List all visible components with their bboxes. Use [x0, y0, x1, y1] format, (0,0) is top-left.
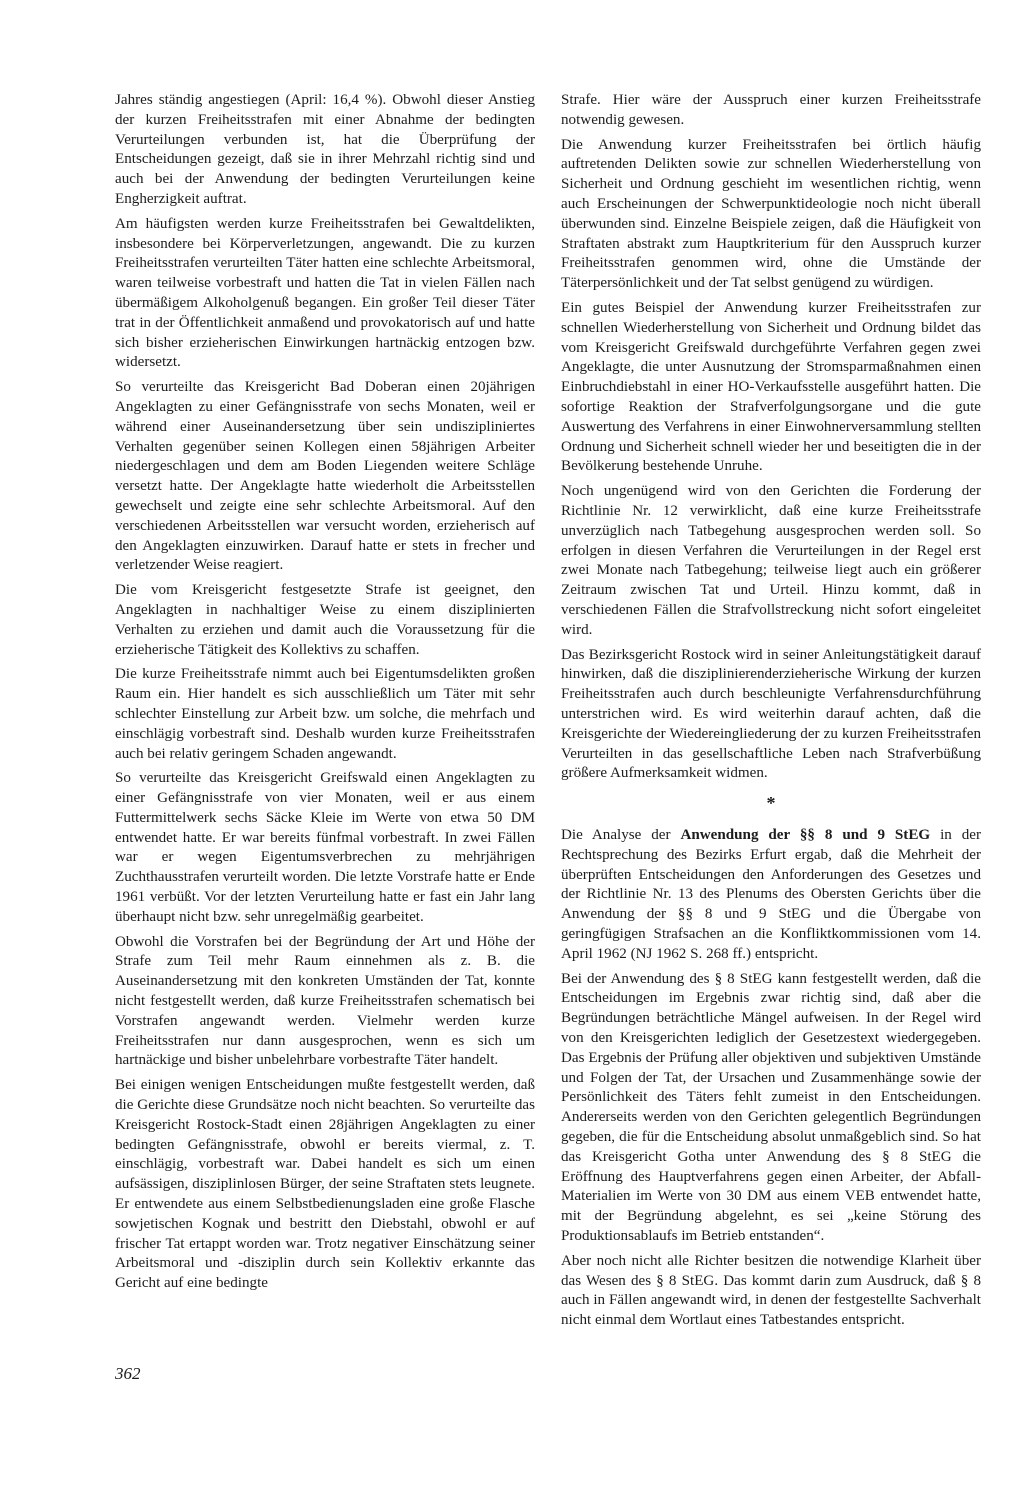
analysis-prefix: Die Analyse der — [561, 827, 681, 844]
paragraph: Obwohl die Vorstrafen bei der Begründung der Art und Höhe der Strafe zum Teil mehr Raum einnehmen als z. B. die Auseinandersetzung mit den konkreten Umständen der Tat, konnte nicht festgestellt werden, daß kurze Freiheitsstrafen schematisch bei Vorstrafen angewandt werden. Vielmehr werden kurze Freiheitsstrafen nur dann ausgesprochen, wenn es sich um hartnäckige und bisher unbelehrbare vorbestrafte Täter handelt. — [115, 933, 535, 1069]
paragraph: So verurteilte das Kreisgericht Greifswald einen Angeklagten zu einer Gefängnisstrafe von vier Monaten, weil er aus einem Futtermittelwerk sechs Säcke Kleie im Werte von etwa 50 DM entwendet hatte. Er war bereits fünfmal vorbestraft. In zwei Fällen war er wegen Eigentumsverbrechen zu mehrjährigen Zuchthausstrafen verurteilt worden. Die letzte Vorstrafe hatte er Ende 1961 verbüßt. Vor der letzten Verurteilung hatte er fast ein Jahr lang überhaupt nicht bzw. sehr unregelmäßig gearbeitet. — [115, 770, 535, 925]
section-separator: * — [766, 793, 776, 814]
paragraph: Jahres ständig angestiegen (April: 16,4 %). Obwohl dieser Anstieg der kurzen Freiheitsstrafen mit einer Abnahme der bedingten Verurteilungen verbunden ist, hat die Überprüfung der Entscheidungen gezeigt, daß sie in ihrer Mehrzahl richtig sind und auch bei der Anwendung der bedingten Verurteilungen keine Engherzigkeit auftrat. — [115, 92, 535, 207]
page-number: 362 — [115, 1364, 141, 1383]
paragraph: Am häufigsten werden kurze Freiheitsstrafen bei Gewaltdelikten, insbesondere bei Körperverletzungen, angewandt. Die zu kurzen Freiheitsstrafen verurteilten Täter hatten eine schlechte Arbeitsmoral, waren teilweise vorbestraft und hatten die Tat in vielen Fällen nach übermäßigem Alkoholgenuß begangen. Ein großer Teil dieser Täter trat in der Öffentlichkeit anmaßend und provokatorisch auf und hatte sich bisher erzieherischen Einwirkungen hartnäckig entzogen bzw. widersetzt. — [115, 215, 535, 371]
analysis-bold-heading: Anwendung der §§ 8 und 9 StEG — [680, 827, 931, 844]
right-column — [561, 91, 981, 1336]
paragraph: Die Anwendung kurzer Freiheitsstrafen bei örtlich häufig auftretenden Delikten sowie zur schnellen Wiederherstellung von Sicherheit und Ordnung geschieht im wesentlichen richtig, wenn auch Erscheinungen der Schwerpunktideologie noch nicht überall überwunden sind. Einzelne Beispiele zeigen, daß die Häufigkeit von Straftaten abstrakt zum Hauptkriterium für den Ausspruch kurzer Freiheitsstrafen genommen wird, ohne die Umstände der Täterpersönlichkeit und der Tat selbst genügend zu würdigen. — [561, 136, 981, 292]
paragraph: Strafe. Hier wäre der Ausspruch einer kurzen Freiheitsstrafe notwendig gewesen. — [561, 92, 981, 128]
paragraph: Die kurze Freiheitsstrafe nimmt auch bei Eigentumsdelikten großen Raum ein. Hier handelt es sich ausschließlich um Täter mit sehr schlechter Einstellung zur Arbeit bzw. um solche, die mehrfach und einschlägig vorbestraft sind. Deshalb wurden kurze Freiheitsstrafen auch bei relativ geringem Schaden angewandt. — [115, 666, 535, 762]
paragraph: Das Bezirksgericht Rostock wird in seiner Anleitungstätigkeit darauf hinwirken, daß die disziplinierenderzieherische Wirkung der kurzen Freiheitsstrafen auch durch beschleunigte Verfahrensdurchführung unterstrichen wird. Es wird weiterhin darauf achten, daß die Kreisgerichte der Wiedereingliederung der zu kurzen Freiheitsstrafen Verurteilten in das gesellschaftliche Leben nach Strafverbüßung größere Aufmerksamkeit widmen. — [561, 646, 981, 782]
paragraph: Die vom Kreisgericht festgesetzte Strafe ist geeignet, den Angeklagten in nachhaltiger Weise zu einem disziplinierten Verhalten zu erziehen und damit auch die Voraussetzung für die erzieherische Tätigkeit des Kollektivs zu schaffen. — [115, 582, 535, 658]
paragraph: Aber noch nicht alle Richter besitzen die notwendige Klarheit über das Wesen des § 8 StEG. Das kommt darin zum Ausdruck, daß § 8 auch in Fällen angewandt wird, in denen der festgestellte Sachverhalt nicht einmal dem Wortlaut eines Tatbestandes entspricht. — [561, 1252, 981, 1329]
paragraph: Ein gutes Beispiel der Anwendung kurzer Freiheitsstrafen zur schnellen Wiederherstellung von Sicherheit und Ordnung bildet das vom Kreisgericht Greifswald durchgeführte Verfahren gegen zwei Angeklagte, die unter Ausnutzung der Stromsparmaßnahmen einen Einbruchdiebstahl in einer HO-Verkaufsstelle ausgeführt hatten. Die sofortige Reaktion der Strafverfolgungsorgane und die gute Auswertung des Verfahrens in einer Einwohnerversammlung stellten Ordnung und Sicherheit schnell wieder her und beseitigten die in der Bevölkerung bestehende Unruhe. — [561, 299, 981, 475]
paragraph: Noch ungenügend wird von den Gerichten die Forderung der Richtlinie Nr. 12 verwirklicht, daß eine kurze Freiheitsstrafe unverzüglich nach Tatbegehung ausgesprochen werden soll. So erfolgen in diesen Verfahren die Verurteilungen in der Regel erst zwei Monate nach Tatbegehung; teilweise liegt auch ein größerer Zeitraum zwischen Tat und Urteil. Hinzu kommt, daß in verschiedenen Fällen die Strafvollstreckung nicht sofort eingeleitet wird. — [561, 483, 981, 638]
analysis-suffix: in der Rechtsprechung des Bezirks Erfurt ergab, daß die Mehrheit der überprüften Entscheidungen den Anforderungen des Gesetzes und der Richtlinie Nr. 13 des Plenums des Obersten Gerichts über die Anwendung der §§ 8 und 9 StEG und die Übergabe von geringfügigen Strafsachen an die Konfliktkommissionen vom 14. April 1962 (NJ 1962 S. 268 ff.) entspricht. — [561, 827, 982, 962]
paragraph: So verurteilte das Kreisgericht Bad Doberan einen 20jährigen Angeklagten zu einer Gefängnisstrafe von sechs Monaten, weil er während einer Auseinandersetzung über sein undiszipliniertes Verhalten gegenüber seinen Kollegen einen 58jährigen Arbeiter niedergeschlagen und dem am Boden Liegenden weitere Schläge versetzt hatte. Der Angeklagte hatte wiederholt die Arbeitsstellen gewechselt und zeigte eine sehr schlechte Arbeitsmoral. Auf den verschiedenen Arbeitsstellen war versucht worden, erzieherisch auf den Angeklagten einzuwirken. Darauf hatte er stets in frecher und verletzender Weise reagiert. — [115, 379, 535, 574]
analysis-paragraph — [561, 826, 981, 965]
paragraph: Bei einigen wenigen Entscheidungen mußte festgestellt werden, daß die Gerichte diese Grundsätze noch nicht beachten. So verurteilte das Kreisgericht Rostock-Stadt einen 28jährigen Angeklagten zu einer bedingten Gefängnisstrafe, obwohl er bereits viermal, z. T. einschlägig, vorbestraft war. Dabei handelt es sich um einen aufsässigen, disziplinlosen Bürger, der seine Straftaten stets leugnete. Er entwendete aus einem Selbstbedienungsladen eine große Flasche sowjetischen Kognak und bestritt den Diebstahl, obwohl er auf frischer Tat ertappt worden war. Trotz negativer Einschätzung seiner Arbeitsmoral und -disziplin durch sein Kollektiv erkannte das Gericht auf eine bedingte — [115, 1077, 535, 1292]
paragraph: Bei der Anwendung des § 8 StEG kann festgestellt werden, daß die Entscheidungen im Ergebnis zwar richtig sind, daß aber die Begründungen beträchtliche Mängel aufweisen. In der Regel wird von den Kreisgerichten lediglich der Gesetzestext wiedergegeben. Das Ergebnis der Prüfung aller objektiven und subjektiven Umstände und Folgen der Tat, der Ursachen und Zusammenhänge sowie der Persönlichkeit des Täters fehlt zumeist in den Entscheidungen. Andererseits werden von den Gerichten gelegentlich Begründungen gegeben, die für die Entscheidung absolut unmaßgeblich sind. So hat das Kreisgericht Gotha unter Anwendung des § 8 StEG die Eröffnung des Hauptverfahrens gegen einen Arbeiter, der Abfall-Materialien im Werte von 30 DM aus einem VEB entwendet hatte, mit der Begründung abgelehnt, es sei „keine Störung des Produktionsablaufs im Betrieb entstanden“. — [561, 970, 981, 1245]
left-column — [115, 91, 535, 1299]
